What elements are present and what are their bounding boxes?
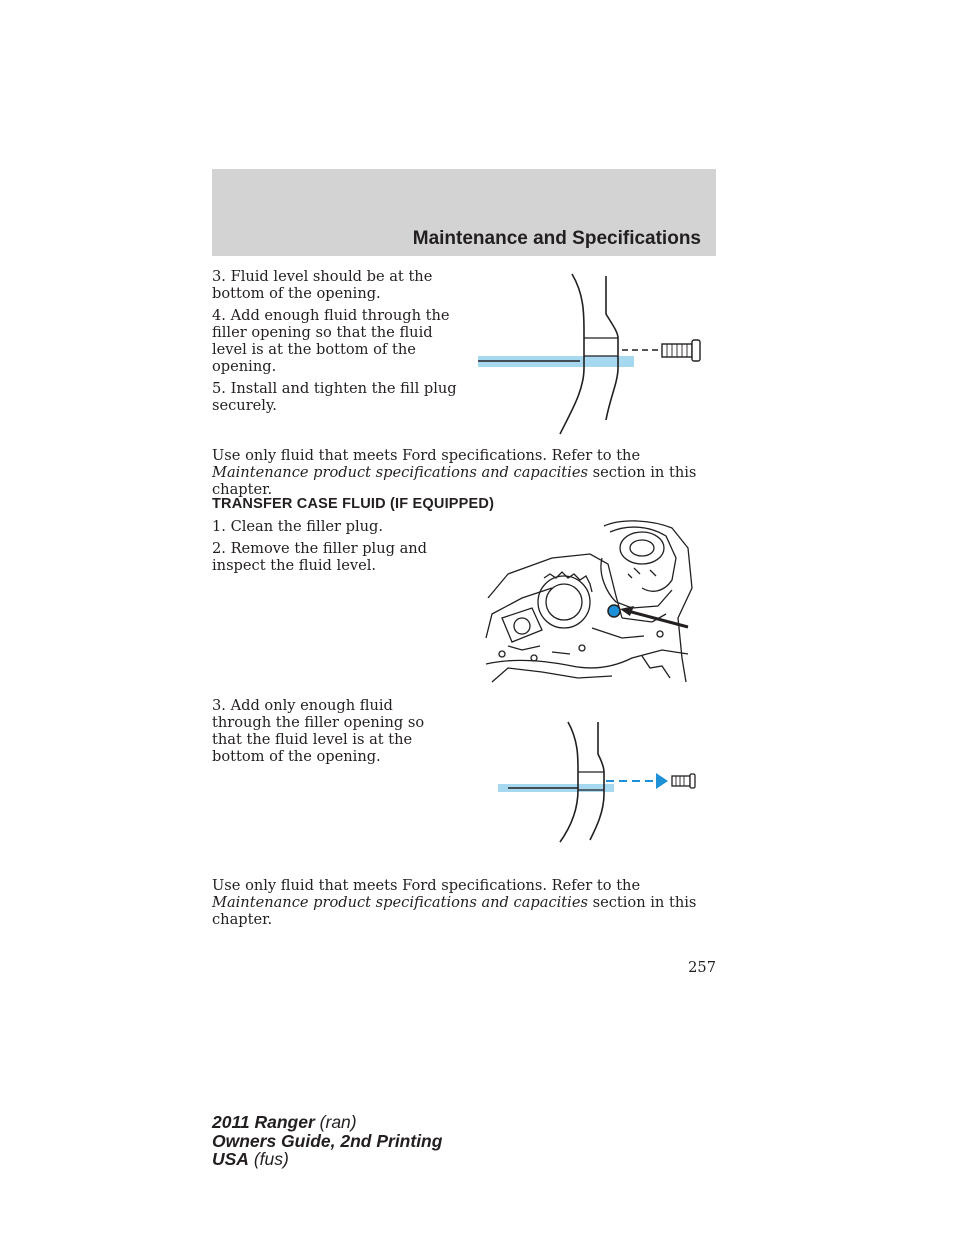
transfer-step-3: 3. Add only enough fluid through the filler opening so that the fluid level is at the bottom of the opening. [212, 697, 425, 765]
fluid-spec-note-1: Use only fluid that meets Ford specifications. Refer to the Maintenance product specifications and capacities section in this chapter. [212, 447, 697, 498]
footer-line-2: Owners Guide, 2nd Printing [212, 1130, 443, 1151]
section-heading-transfer-case: TRANSFER CASE FLUID (IF EQUIPPED) [212, 496, 495, 512]
page-number: 257 [688, 959, 716, 976]
step-5: 5. Install and tighten the fill plug securely. [212, 380, 457, 414]
housing-inner-wall [606, 276, 618, 420]
transfer-step-2: 2. Remove the filler plug and inspect the fluid level. [212, 540, 428, 574]
fluid-steps [212, 268, 462, 419]
transfer-fluid-level-diagram [496, 720, 700, 844]
transfer-step-1: 1. Clean the filler plug. [212, 518, 384, 535]
step-3: 3. Fluid level should be at the bottom of the opening. [212, 268, 433, 302]
housing-inner-wall [590, 722, 604, 840]
header-band [212, 169, 716, 256]
housing-outer-wall [560, 274, 584, 434]
fill-plug-icon [672, 774, 695, 788]
filler-plug-icon [608, 605, 620, 617]
transfer-steps [212, 518, 442, 579]
transfer-case-illustration [482, 518, 700, 684]
footer-line-3: USA (fus) [212, 1149, 289, 1169]
page-title: Maintenance and Specifications [412, 228, 701, 249]
document-footer [212, 1113, 442, 1169]
fill-plug-icon [662, 340, 700, 361]
housing-outer-wall [560, 722, 578, 842]
fluid-level-diagram [476, 270, 708, 436]
step-4: 4. Add enough fluid through the filler opening so that the fluid level is at the bottom of the opening. [212, 307, 450, 375]
fluid-spec-note-2: Use only fluid that meets Ford specifications. Refer to the Maintenance product specifications and capacities section in this chapter. [212, 877, 697, 928]
footer-line-1: 2011 Ranger (ran) [212, 1112, 357, 1132]
